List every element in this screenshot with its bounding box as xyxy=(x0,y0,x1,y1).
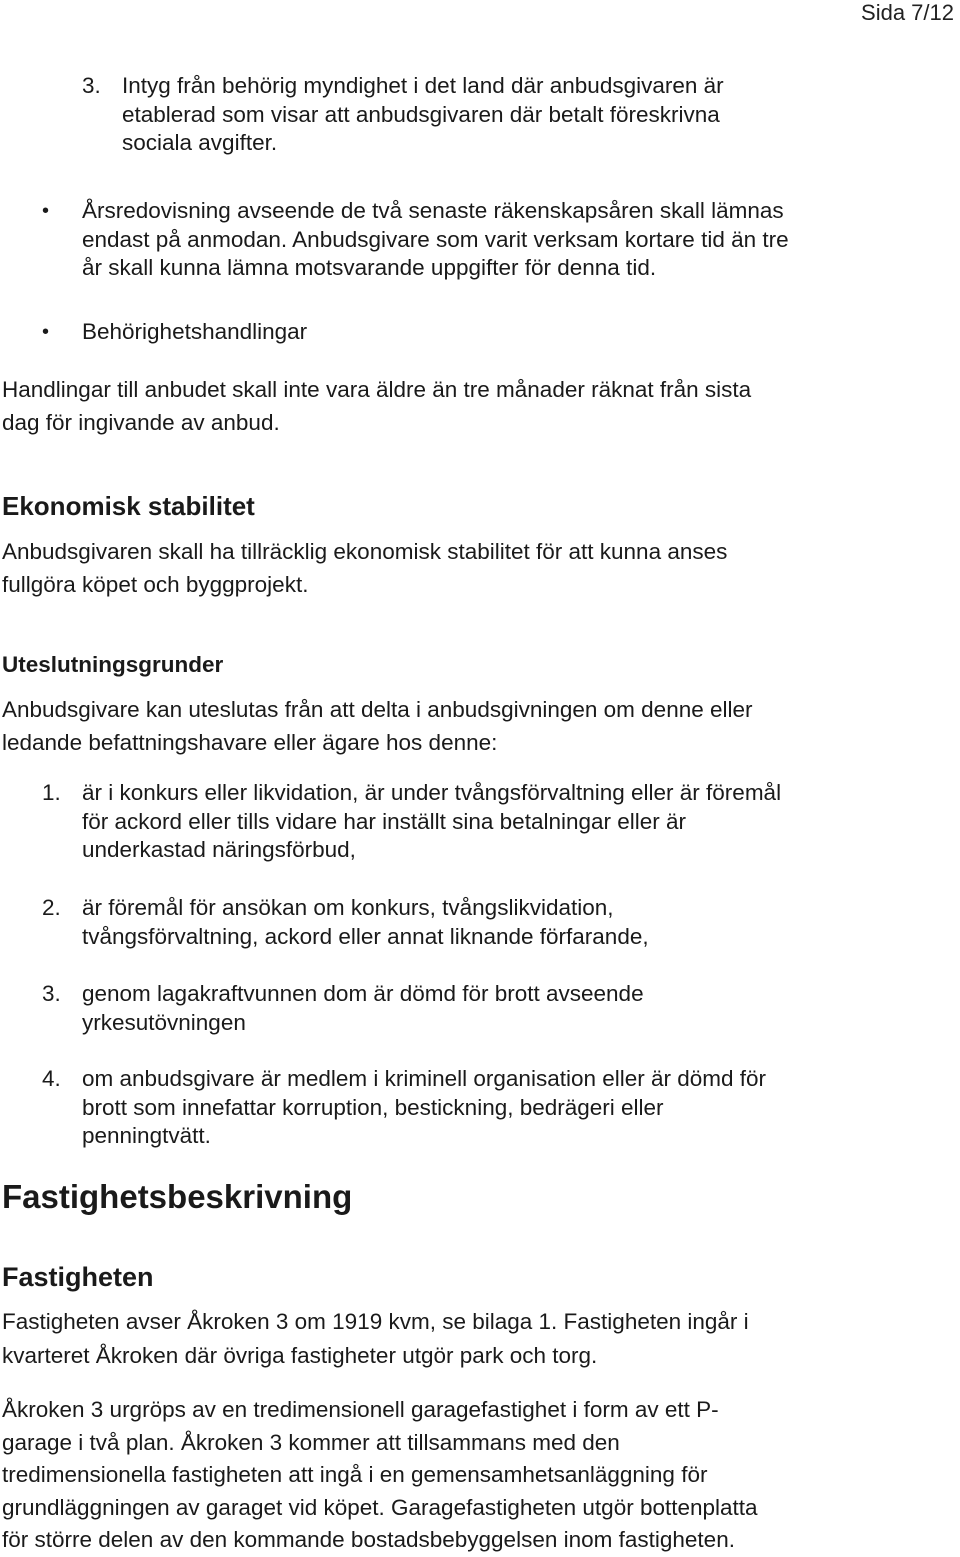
list-item-number: 1. xyxy=(42,780,61,805)
text-line: fullgöra köpet och byggprojekt. xyxy=(2,571,309,597)
text-line: dag för ingivande av anbud. xyxy=(2,409,280,435)
text-line: Intyg från behörig myndighet i det land där anbudsgivaren är xyxy=(122,73,724,98)
list-item-text xyxy=(82,894,649,951)
bullet-text xyxy=(82,197,789,283)
text-line: grundläggningen av garaget vid köpet. Garagefastigheten utgör bottenplatta xyxy=(2,1494,758,1520)
list-item-number: 4. xyxy=(42,1066,61,1091)
text-line: endast på anmodan. Anbudsgivare som varit verksam kortare tid än tre xyxy=(82,226,789,252)
text-line: genom lagakraftvunnen dom är dömd för brott avseende xyxy=(82,981,644,1006)
bullet-icon: • xyxy=(42,321,50,343)
page-number: Sida 7/12 xyxy=(861,0,954,25)
text-line: för större delen av den kommande bostadsbebyggelsen inom fastigheten. xyxy=(2,1527,735,1552)
list-item-text xyxy=(122,72,724,158)
main-heading: Fastighetsbeskrivning xyxy=(2,1178,353,1215)
text-line: yrkesutövningen xyxy=(82,1009,246,1035)
text-line: Behörighetshandlingar xyxy=(82,319,308,344)
section-heading: Uteslutningsgrunder xyxy=(2,652,224,677)
paragraph xyxy=(2,536,727,601)
list-item-number: 3. xyxy=(82,73,101,98)
text-line: underkastad näringsförbud, xyxy=(82,837,356,862)
text-line: Åkroken 3 urgröps av en tredimensionell garagefastighet i form av ett P- xyxy=(2,1397,719,1422)
text-line: Anbudsgivare kan uteslutas från att delta i anbudsgivningen om denne eller xyxy=(2,697,753,722)
section-heading: Ekonomisk stabilitet xyxy=(2,491,255,521)
paragraph xyxy=(2,374,751,439)
list-item-number: 2. xyxy=(42,895,61,920)
text-line: år skall kunna lämna motsvarande uppgifter för denna tid. xyxy=(82,255,657,280)
list-item-text xyxy=(82,779,781,865)
list-item-text xyxy=(82,980,644,1037)
bullet-icon: • xyxy=(42,200,50,222)
section-heading: Fastigheten xyxy=(2,1262,154,1292)
text-line: kvarteret Åkroken där övriga fastigheter utgör park och torg. xyxy=(2,1343,598,1368)
paragraph xyxy=(2,694,753,759)
text-line: tredimensionella fastigheten att ingå i en gemensamhetsanläggning för xyxy=(2,1462,708,1487)
text-line: sociala avgifter. xyxy=(122,130,278,155)
text-line: tvångsförvaltning, ackord eller annat liknande förfarande, xyxy=(82,923,649,949)
list-item-number: 3. xyxy=(42,981,61,1006)
text-line: för ackord eller tills vidare har inställt sina betalningar eller är xyxy=(82,808,687,834)
text-line: Handlingar till anbudet skall inte vara äldre än tre månader räknat från sista xyxy=(2,377,752,402)
text-line: är föremål för ansökan om konkurs, tvångslikvidation, xyxy=(82,895,614,920)
text-line: om anbudsgivare är medlem i kriminell organisation eller är dömd för xyxy=(82,1066,767,1091)
text-line: Anbudsgivaren skall ha tillräcklig ekonomisk stabilitet för att kunna anses xyxy=(2,539,728,564)
text-line: Fastigheten avser Åkroken 3 om 1919 kvm, se bilaga 1. Fastigheten ingår i xyxy=(2,1309,749,1334)
bullet-text xyxy=(82,318,307,347)
text-line: är i konkurs eller likvidation, är under tvångsförvaltning eller är föremål xyxy=(82,780,782,805)
text-line: penningtvätt. xyxy=(82,1123,211,1148)
text-line: ledande befattningshavare eller ägare hos denne: xyxy=(2,729,498,755)
paragraph xyxy=(2,1394,758,1557)
paragraph xyxy=(2,1305,749,1373)
text-line: Årsredovisning avseende de två senaste räkenskapsåren skall lämnas xyxy=(82,198,784,223)
text-line: etablerad som visar att anbudsgivaren där betalt föreskrivna xyxy=(122,101,720,127)
text-line: brott som innefattar korruption, bestickning, bedrägeri eller xyxy=(82,1094,664,1120)
list-item-text xyxy=(82,1065,766,1151)
text-line: garage i två plan. Åkroken 3 kommer att tillsammans med den xyxy=(2,1429,620,1455)
